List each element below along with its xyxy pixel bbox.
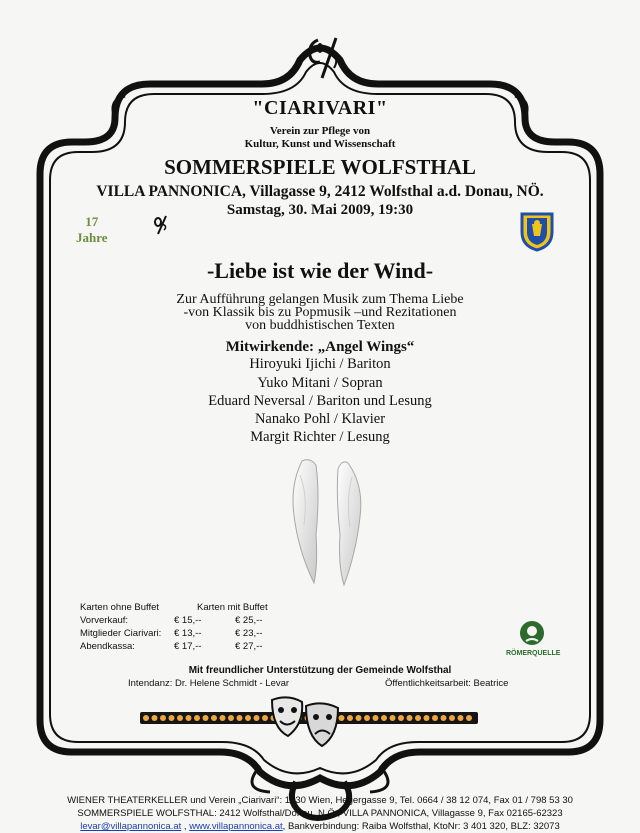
performer-2: Yuko Mitani / Sopran (257, 375, 383, 391)
footer-website-link[interactable]: www.villapannonica.at (189, 821, 283, 832)
performer-4: Nanako Pohl / Klavier (254, 411, 386, 427)
marquee-bulb (449, 715, 455, 721)
marquee-bulb (415, 715, 421, 721)
org-subtitle-2: Kultur, Kunst und Wissenschaft (244, 138, 396, 150)
marquee-bulb (203, 715, 209, 721)
program-description-1: Zur Aufführung gelangen Musik zum Thema Liebe (176, 292, 464, 307)
footer-separator: , (181, 821, 190, 832)
romerquelle-brand: RÖMERQUELLE (506, 650, 561, 657)
performer-3: Eduard Neversal / Bariton und Lesung (208, 393, 432, 409)
marquee-bulb (254, 715, 260, 721)
coat-of-arms-icon (520, 212, 554, 252)
performer-5: Margit Richter / Lesung (250, 429, 390, 445)
footer-line-1: WIENER THEATERKELLER und Verein „Ciarivari“: 1030 Wien, Hegergasse 9, Tel. 0664 / 38 12 074, Fax 01 / 798 53 30 (67, 795, 573, 806)
anniversary-years: 17 (85, 214, 99, 229)
marquee-bulb (347, 715, 353, 721)
marquee-bulb (160, 715, 166, 721)
event-date: Samstag, 30. Mai 2009, 19:30 (226, 202, 414, 218)
marquee-bulb (390, 715, 396, 721)
marquee-bulb (373, 715, 379, 721)
romerquelle-logo-icon (519, 619, 545, 649)
ticket-row-price-buffet: € 25,-- (235, 615, 263, 626)
venue-line: VILLA PANNONICA, Villagasse 9, 2412 Wolfsthal a.d. Donau, NÖ. (96, 183, 544, 200)
marquee-bulb (177, 715, 183, 721)
theatre-masks-icon (268, 694, 344, 750)
performer-1: Hiroyuki Ijichi / Bariton (249, 356, 391, 372)
marquee-bulb (381, 715, 387, 721)
intendanz-line: Intendanz: Dr. Helene Schmidt - Levar (128, 678, 290, 689)
ticket-header-no-buffet: Karten ohne Buffet (80, 602, 160, 613)
marquee-bulb (364, 715, 370, 721)
pr-line: Öffentlichkeitsarbeit: Beatrice (385, 678, 509, 689)
marquee-bulb (186, 715, 192, 721)
small-music-note-icon (150, 214, 170, 236)
anniversary-badge (76, 214, 108, 246)
ticket-row-label: Mitglieder Ciarivari: (80, 628, 162, 639)
org-subtitle-1: Verein zur Pflege von (269, 125, 371, 137)
ticket-row-price-buffet: € 23,-- (235, 628, 263, 639)
marquee-bulb (220, 715, 226, 721)
footer-line-3 (0, 821, 640, 832)
ticket-row-price-no-buffet: € 15,-- (174, 615, 202, 626)
program-description-2: -von Klassik bis zu Popmusik –und Rezitationen (183, 305, 457, 320)
marquee-bulb (458, 715, 464, 721)
ticket-row-price-no-buffet: € 13,-- (174, 628, 202, 639)
marquee-bulb (432, 715, 438, 721)
marquee-bulb (228, 715, 234, 721)
marquee-bulb (152, 715, 158, 721)
ticket-row-label: Vorverkauf: (80, 615, 129, 626)
marquee-bulb (441, 715, 447, 721)
marquee-bulb (245, 715, 251, 721)
ticket-header-buffet: Karten mit Buffet (197, 602, 268, 613)
ticket-row-price-buffet: € 27,-- (235, 641, 263, 652)
marquee-bulb (356, 715, 362, 721)
angel-wings-image (286, 455, 368, 590)
footer-bank-details: , Bankverbindung: Raiba Wolfsthal, KtoNr: 3 401 320, BLZ: 32073 (282, 821, 560, 832)
program-description-3: von buddhistischen Texten (245, 318, 395, 333)
marquee-bulb (211, 715, 217, 721)
season-title: SOMMERSPIELE WOLFSTHAL (164, 155, 476, 179)
marquee-bulb (237, 715, 243, 721)
performers-heading: Mitwirkende: „Angel Wings“ (225, 339, 415, 355)
marquee-bulb (398, 715, 404, 721)
org-name: "CIARIVARI" (252, 97, 388, 119)
music-note-logo-icon (300, 34, 344, 84)
marquee-bulb (169, 715, 175, 721)
program-title: -Liebe ist wie der Wind- (206, 258, 434, 283)
footer-email-link[interactable]: levar@villapannonica.at (80, 821, 182, 832)
marquee-bulb (424, 715, 430, 721)
marquee-bulb (143, 715, 149, 721)
marquee-bulb (194, 715, 200, 721)
ticket-row-label: Abendkassa: (80, 641, 135, 652)
anniversary-label: Jahre (76, 230, 108, 245)
ticket-row-price-no-buffet: € 17,-- (174, 641, 202, 652)
marquee-bulb (407, 715, 413, 721)
marquee-bulb (466, 715, 472, 721)
footer-line-2: SOMMERSPIELE WOLFSTHAL: 2412 Wolfsthal/Donau, N.Ö., VILLA PANNONICA, Villagasse 9, Fax 02165-62323 (77, 808, 563, 819)
support-line: Mit freundlicher Unterstützung der Gemeinde Wolfsthal (188, 665, 452, 676)
